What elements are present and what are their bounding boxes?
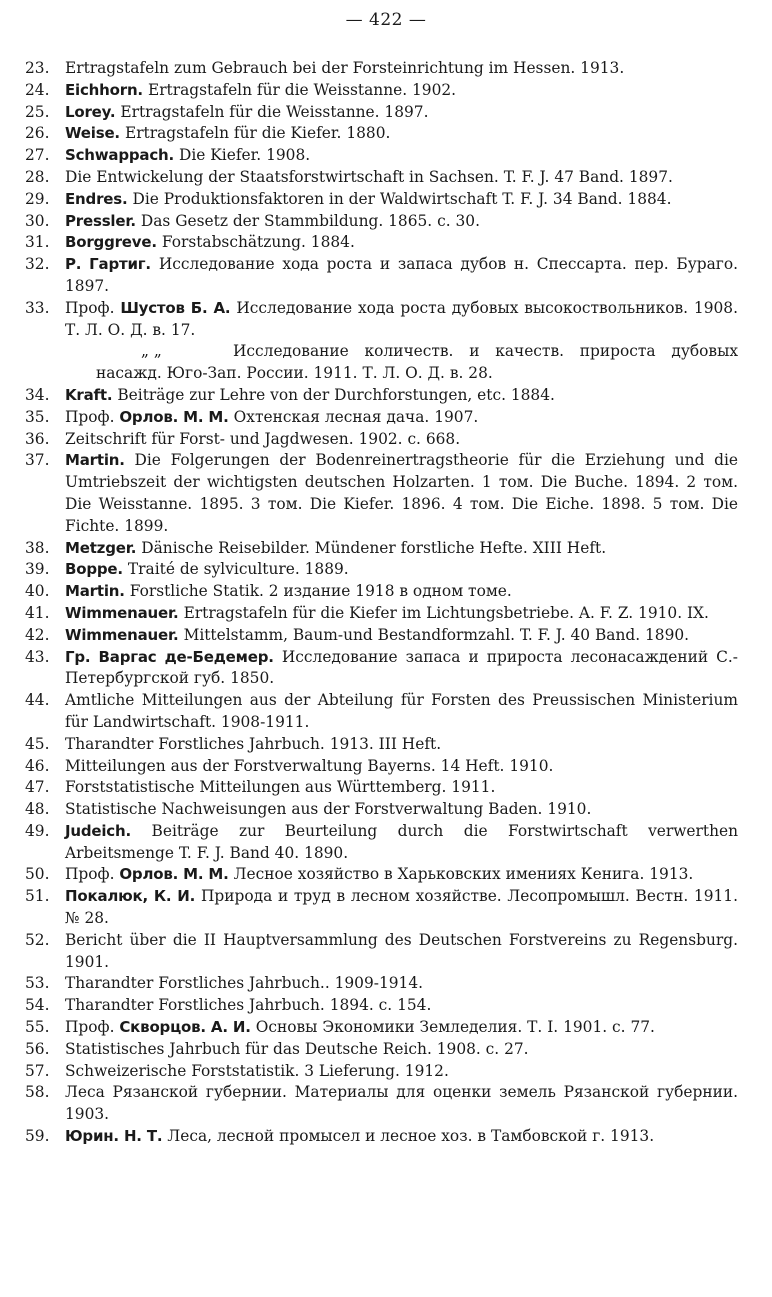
reference-text: Zeitschrift für Forst- und Jagdwesen. 1902. c. 668. [65,429,461,448]
reference-author: Kraft. [65,385,118,404]
reference-author: Гр. Варгас де-Бедемер. [65,647,282,666]
reference-author: Скворцов. А. И. [119,1018,256,1037]
reference-number: 56. [25,1039,50,1058]
reference-text: Охтенская лесная дача. 1907. [233,407,479,426]
reference-item [0,102,772,124]
reference-number: 49. [25,821,50,840]
reference-author: Орлов. М. М. [119,865,234,884]
reference-number: 26. [25,124,50,143]
reference-text: Statistisches Jahrbuch für das Deutsche Reich. 1908. c. 27. [65,1039,529,1058]
reference-number: 32. [25,255,50,274]
reference-item [0,690,772,734]
reference-author: Judeich. [65,821,152,840]
reference-text: Леса Рязанской губернии. Материалы для оценки земель Рязанской губернии. 1903. [65,1083,738,1124]
reference-number: 24. [25,80,50,99]
reference-prefix: „ „ [141,342,162,361]
reference-text: Ertragstafeln für die Kiefer im Lichtungsbetriebe. A. F. Z. 1910. IX. [183,603,709,622]
reference-item [0,756,772,778]
reference-author: Р. Гартиг. [65,255,159,274]
reference-item [0,647,772,691]
reference-text: Tharandter Forstliches Jahrbuch. 1913. III Heft. [65,734,442,753]
reference-item [0,625,772,647]
reference-text: Dänische Reisebilder. Mündener forstliche Hefte. XIII Heft. [141,538,607,557]
reference-item [0,995,772,1017]
reference-item [0,559,772,581]
reference-text: Forstabschätzung. 1884. [161,233,355,252]
reference-author: Borggreve. [65,233,162,252]
reference-author: Орлов. М. М. [119,407,234,426]
reference-number: 31. [25,233,50,252]
reference-number: 51. [25,887,50,906]
reference-number: 43. [25,647,50,666]
reference-item [0,821,772,865]
reference-number: 44. [25,691,50,710]
reference-number: 47. [25,778,50,797]
reference-number: 42. [25,625,50,644]
reference-item [0,799,772,821]
reference-item [0,538,772,560]
reference-item [0,189,772,211]
reference-text: Schweizerische Forststatistik. 3 Lieferung. 1912. [65,1061,449,1080]
reference-text: Лесное хозяйство в Харьковских имениях Кенига. 1913. [233,865,694,884]
reference-number: 27. [25,146,50,165]
reference-item [0,58,772,80]
reference-author: Martin. [65,582,130,601]
reference-number: 48. [25,800,50,819]
reference-number: 28. [25,167,50,186]
reference-author: Metzger. [65,538,142,557]
reference-item [0,734,772,756]
reference-author: Покалюк, К. И. [65,887,201,906]
reference-text: Amtliche Mitteilungen aus der Abteilung für Forsten des Preussischen Ministerium für Landwirtschaft. 1908-1911. [65,691,738,731]
reference-author: Шустов Б. А. [120,298,237,317]
reference-item [0,1126,772,1148]
reference-list [0,58,772,1148]
reference-prefix: Проф. [65,1018,120,1037]
reference-item [0,167,772,189]
reference-number: 37. [25,451,50,470]
reference-text: Mitteilungen aus der Forstverwaltung Bayerns. 14 Heft. 1910. [65,756,554,775]
reference-item [0,1039,772,1061]
reference-text: Forstliche Statik. 2 издание 1918 в одном томе. [129,582,512,601]
reference-text: Traité de sylviculture. 1889. [127,560,349,579]
reference-text: Die Kiefer. 1908. [179,146,311,165]
reference-text: Forststatistische Mitteilungen aus Württemberg. 1911. [65,778,496,797]
reference-author: Юрин. Н. Т. [65,1127,168,1146]
reference-text: Исследование количеств. и качеств. прироста дубовых насажд. Юго-Зап. России. 1911. Т. Л. О. Д. в. 28. [96,342,738,383]
reference-text: Bericht über die II Hauptversammlung des Deutschen Forstvereins zu Regensburg. 1901. [65,930,738,971]
reference-item [0,211,772,233]
reference-item [0,1082,772,1126]
reference-author: Wimmenauer. [65,625,184,644]
reference-item [0,254,772,298]
reference-number: 33. [25,298,50,317]
reference-text: Ertragstafeln für die Weisstanne. 1902. [147,80,457,99]
reference-author: Martin. [65,451,135,470]
reference-number: 40. [25,582,50,601]
reference-item [0,298,772,342]
reference-text: Основы Экономики Земледелия. Т. I. 1901. с. 77. [255,1018,655,1037]
reference-item [0,973,772,995]
reference-text: Die Produktionsfaktoren in der Waldwirtschaft T. F. J. 34 Band. 1884. [132,189,672,208]
reference-prefix: Проф. [65,407,120,426]
reference-prefix: Проф. [65,865,120,884]
reference-number: 36. [25,429,50,448]
reference-author: Lorey. [65,102,121,121]
reference-number: 52. [25,930,50,949]
reference-text: Tharandter Forstliches Jahrbuch. 1894. c. 154. [65,996,432,1015]
reference-number: 35. [25,407,50,426]
reference-number: 50. [25,865,50,884]
reference-item [0,232,772,254]
reference-author: Wimmenauer. [65,603,184,622]
reference-item [0,80,772,102]
reference-number: 30. [25,211,50,230]
reference-text: Beiträge zur Beurteilung durch die Forstwirtschaft verwerthen Arbeitsmenge T. F. J. Band 40. 1890. [65,821,738,862]
reference-text: Исследование хода роста и запаса дубов н. Спессарта. пер. Бураго. 1897. [65,255,738,295]
reference-number: 39. [25,560,50,579]
reference-item [0,385,772,407]
reference-text: Леса, лесной промысел и лесное хоз. в Тамбовской г. 1913. [167,1127,655,1146]
reference-text: Die Entwickelung der Staatsforstwirtschaft in Sachsen. T. F. J. 47 Band. 1897. [65,167,673,186]
reference-item [0,407,772,429]
reference-item [0,145,772,167]
reference-text: Ertragstafeln für die Weisstanne. 1897. [120,102,429,121]
reference-text: Природа и труд в лесном хозяйстве. Лесопромышл. Вестн. 1911. № 28. [65,887,738,928]
page-number: — 422 — [345,10,427,30]
reference-number: 34. [25,385,50,404]
reference-item [0,886,772,930]
reference-text: Beiträge zur Lehre von der Durchforstungen, etc. 1884. [117,385,555,404]
reference-item [0,930,772,974]
reference-text: Ertragstafeln zum Gebrauch bei der Forsteinrichtung im Hessen. 1913. [65,59,625,77]
reference-text: Mittelstamm, Baum-und Bestandformzahl. T. F. J. 40 Band. 1890. [183,625,690,644]
reference-item [0,429,772,451]
reference-text: Ertragstafeln für die Kiefer. 1880. [124,124,391,143]
reference-author: Schwappach. [65,146,180,165]
reference-text: Tharandter Forstliches Jahrbuch.. 1909-1914. [65,974,424,993]
reference-number: 38. [25,538,50,557]
reference-item [0,581,772,603]
reference-prefix: Проф. [65,298,121,317]
reference-author: Pressler. [65,211,141,230]
reference-item [0,1061,772,1083]
reference-item [0,777,772,799]
reference-text: Das Gesetz der Stammbildung. 1865. c. 30. [140,211,480,230]
reference-number: 54. [25,996,50,1015]
reference-text: Исследование хода роста дубовых высокоствольников. 1908. Т. Л. О. Д. в. 17. [65,298,738,339]
reference-number: 29. [25,189,50,208]
reference-author: Endres. [65,189,133,208]
reference-item [0,341,772,385]
reference-number: 55. [25,1018,50,1037]
reference-item [0,1017,772,1039]
reference-number: 53. [25,974,50,993]
reference-number: 57. [25,1061,50,1080]
reference-number: 46. [25,756,50,775]
reference-author: Boppe. [65,560,128,579]
reference-text: Die Folgerungen der Bodenreinertragstheorie für die Erziehung und die Umtriebszeit der wichtigsten deutschen Holzarten. 1 том. Die Buche. 1894. 2 том. Die Weisstanne. 1895. 3 том. Die Kiefer. 1896. 4 том. Die Eiche. 1898. 5 том. Die Fichte. 1899. [65,451,738,535]
reference-item [0,603,772,625]
reference-number: 25. [25,102,50,121]
reference-author: Weise. [65,124,125,143]
reference-number: 59. [25,1127,50,1146]
reference-number: 45. [25,734,50,753]
reference-number: 41. [25,603,50,622]
reference-item [0,123,772,145]
reference-item [0,450,772,537]
reference-item [0,864,772,886]
reference-text: Исследование запаса и прироста лесонасаждений С.-Петербургской губ. 1850. [65,647,739,688]
reference-number: 58. [25,1083,50,1102]
reference-text: Statistische Nachweisungen aus der Forstverwaltung Baden. 1910. [65,800,592,819]
reference-author: Eichhorn. [65,80,148,99]
reference-number: 23. [25,59,50,77]
